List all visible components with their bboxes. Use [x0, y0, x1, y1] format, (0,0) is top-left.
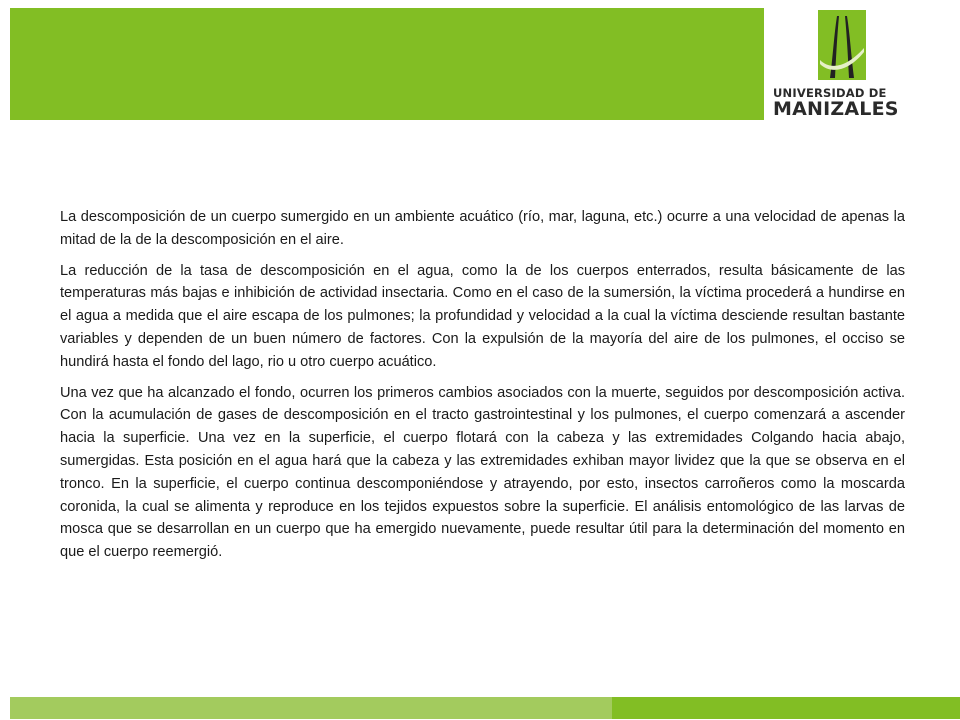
body-text	[60, 206, 905, 572]
footer-band-dark	[612, 697, 960, 719]
footer-band-light	[10, 697, 612, 719]
paragraph-3: Una vez que ha alcanzado el fondo, ocurren los primeros cambios asociados con la muerte, seguidos por descomposición activa. Con la acumulación de gases de descomposición en el tracto gastrointestinal y los pulmones, el cuerpo comenzará a ascender hacia la superficie. Una vez en la superficie, el cuerpo flotará con la cabeza y las extremidades Colgando hacia abajo, sumergidas. Esta posición en el agua hará que la cabeza y las extremidades exhiban mayor lividez que la que se observa en el tronco. En la superficie, el cuerpo continua descomponiéndose y atrayendo, por esto, insectos carroñeros como la moscarda coronida, la cual se alimenta y reproduce en los tejidos expuestos sobre la superficie. El análisis entomológico de las larvas de mosca que se desarrollan en un cuerpo que ha emergido nuevamente, puede resultar útil para la determinación del momento en que el cuerpo reemergió.	[60, 384, 905, 561]
logo-text-line1: UNIVERSIDAD DE	[773, 86, 887, 100]
logo-mark-icon	[818, 10, 866, 80]
paragraph-1: La descomposición de un cuerpo sumergido en un ambiente acuático (río, mar, laguna, etc.) ocurre a una velocidad de apenas la mitad de la de la descomposición en el aire.	[60, 209, 905, 248]
paragraph-2: La reducción de la tasa de descomposición en el agua, como la de los cuerpos enterrados, resulta básicamente de las temperaturas más bajas e inhibición de actividad insectaria. Como en el caso de la sumersión, la víctima procederá a hundirse en el agua a medida que el aire escapa de los pulmones; la profundidad y velocidad a la cual la víctima desciende resultan bastante variables y dependen de un buen número de factores. Con la expulsión de la mayoría del aire de los pulmones, el occiso se hundirá hasta el fondo del lago, rio u otro cuerpo acuático.	[60, 262, 905, 370]
logo-text-line2: MANIZALES	[773, 98, 899, 120]
university-logo	[770, 10, 920, 125]
header-band	[10, 8, 764, 120]
